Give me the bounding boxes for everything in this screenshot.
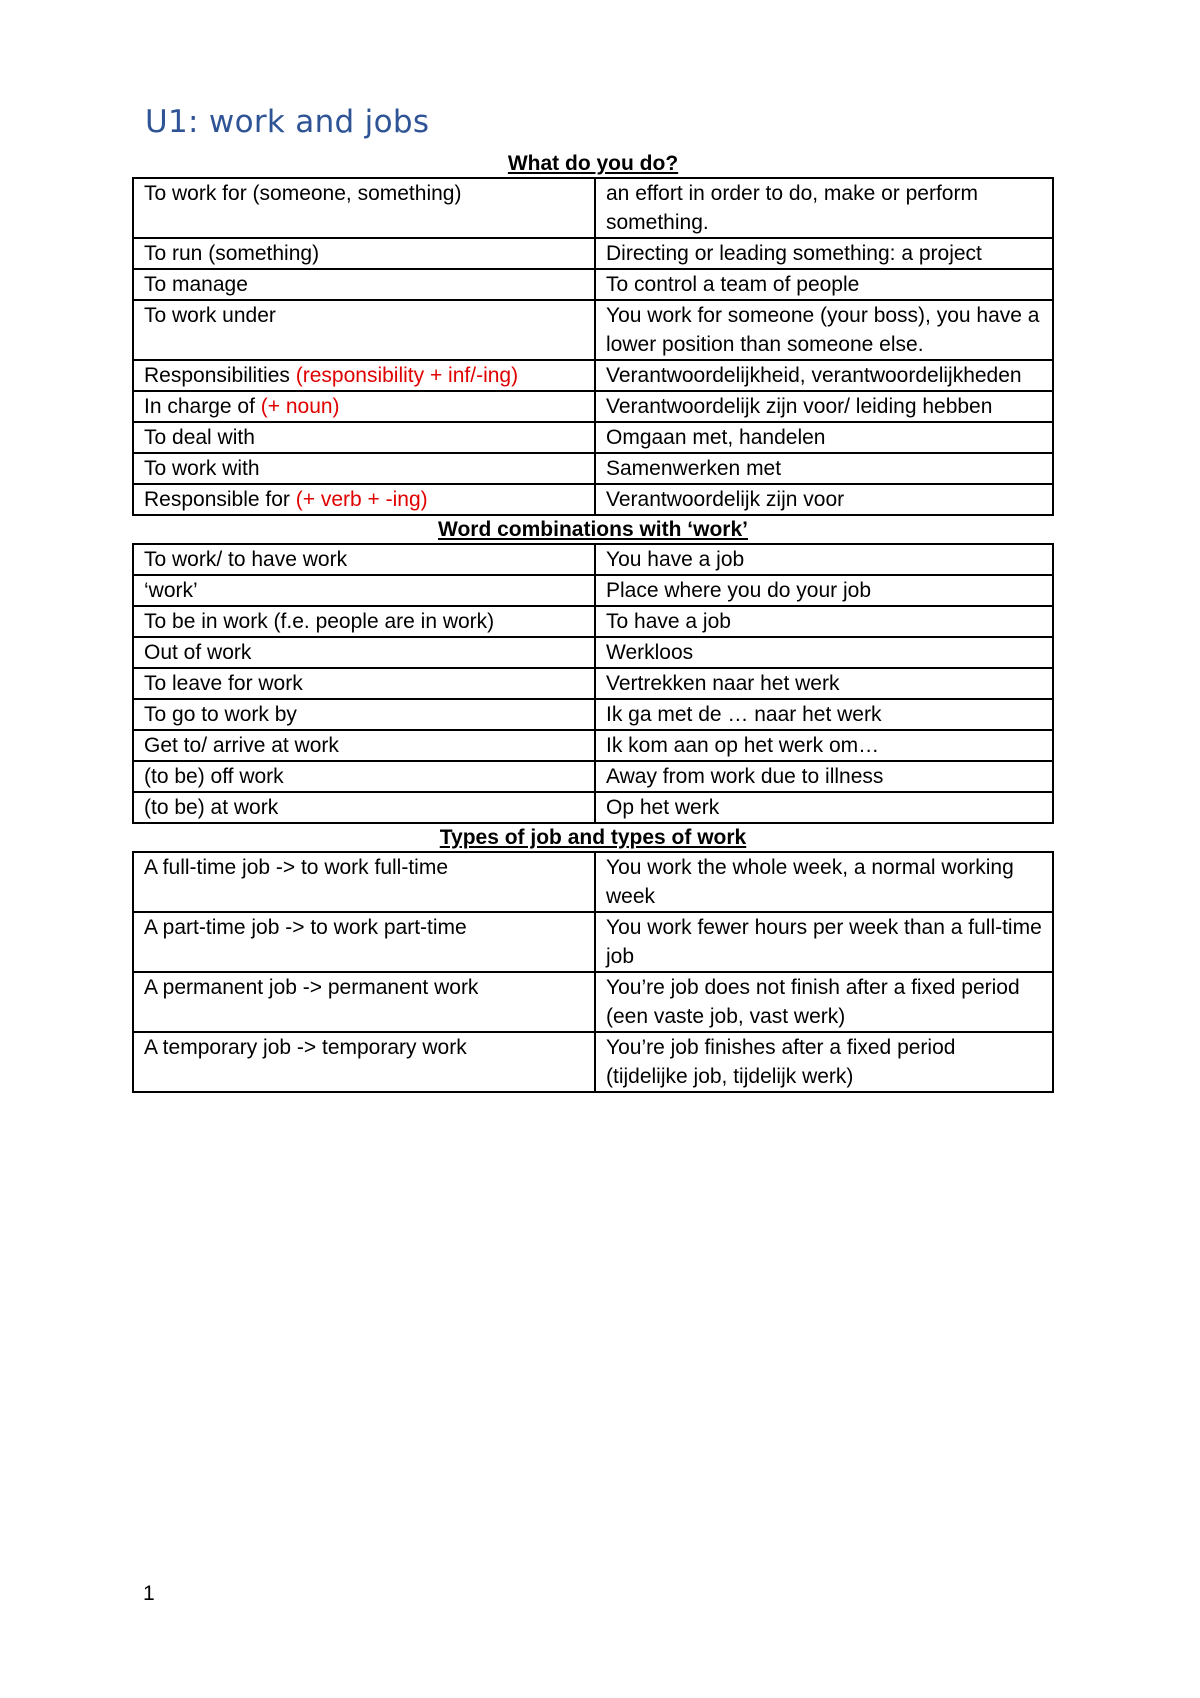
vocab-table	[132, 851, 1054, 1093]
page-title: U1: work and jobs	[145, 104, 430, 140]
table-row	[133, 912, 1053, 972]
term-cell: To work under	[133, 300, 595, 360]
term-cell: Responsibilities (responsibility + inf/-ing)	[133, 360, 595, 391]
table-row	[133, 852, 1053, 912]
grammar-note: (+ verb + -ing)	[295, 488, 428, 511]
table-row	[133, 792, 1053, 823]
term-cell: (to be) off work	[133, 761, 595, 792]
meaning-cell: Ik ga met de … naar het werk	[595, 699, 1053, 730]
table-row	[133, 178, 1053, 238]
table-row	[133, 668, 1053, 699]
term-cell: To work for (someone, something)	[133, 178, 595, 238]
table-row	[133, 391, 1053, 422]
meaning-cell: Werkloos	[595, 637, 1053, 668]
meaning-cell: You work the whole week, a normal working week	[595, 852, 1053, 912]
meaning-cell: To have a job	[595, 606, 1053, 637]
vocab-table	[132, 543, 1054, 824]
meaning-cell: You’re job finishes after a fixed period (tijdelijke job, tijdelijk werk)	[595, 1032, 1053, 1092]
term-cell: (to be) at work	[133, 792, 595, 823]
meaning-cell: Place where you do your job	[595, 575, 1053, 606]
meaning-cell: You work for someone (your boss), you have a lower position than someone else.	[595, 300, 1053, 360]
term-cell: Get to/ arrive at work	[133, 730, 595, 761]
section-heading: What do you do?	[507, 152, 679, 175]
meaning-cell: To control a team of people	[595, 269, 1053, 300]
table-row	[133, 606, 1053, 637]
term-cell: To leave for work	[133, 668, 595, 699]
vocab-table	[132, 177, 1054, 516]
term-cell: To work/ to have work	[133, 544, 595, 575]
term-cell: Responsible for (+ verb + -ing)	[133, 484, 595, 515]
table-row	[133, 544, 1053, 575]
table-row	[133, 422, 1053, 453]
meaning-cell: Omgaan met, handelen	[595, 422, 1053, 453]
meaning-cell: You’re job does not finish after a fixed period (een vaste job, vast werk)	[595, 972, 1053, 1032]
meaning-cell: Verantwoordelijkheid, verantwoordelijkheden	[595, 360, 1053, 391]
table-row	[133, 637, 1053, 668]
term-cell: To work with	[133, 453, 595, 484]
term-cell: To deal with	[133, 422, 595, 453]
table-row	[133, 972, 1053, 1032]
term-cell: ‘work’	[133, 575, 595, 606]
grammar-note: (responsibility + inf/-ing)	[295, 364, 519, 387]
table-row	[133, 360, 1053, 391]
meaning-cell: Verantwoordelijk zijn voor/ leiding hebben	[595, 391, 1053, 422]
section-heading: Word combinations with ‘work’	[438, 518, 748, 541]
term-cell: A part-time job -> to work part-time	[133, 912, 595, 972]
table-row	[133, 269, 1053, 300]
table-row	[133, 238, 1053, 269]
meaning-cell: Verantwoordelijk zijn voor	[595, 484, 1053, 515]
term-cell: Out of work	[133, 637, 595, 668]
term-cell: In charge of (+ noun)	[133, 391, 595, 422]
table-row	[133, 484, 1053, 515]
term-cell: To go to work by	[133, 699, 595, 730]
table-row	[133, 453, 1053, 484]
table-row	[133, 575, 1053, 606]
term-cell: To be in work (f.e. people are in work)	[133, 606, 595, 637]
meaning-cell: You have a job	[595, 544, 1053, 575]
term-cell: To manage	[133, 269, 595, 300]
table-row	[133, 730, 1053, 761]
meaning-cell: Samenwerken met	[595, 453, 1053, 484]
page-number: 1	[143, 1582, 155, 1605]
term-cell: A temporary job -> temporary work	[133, 1032, 595, 1092]
table-row	[133, 699, 1053, 730]
meaning-cell: Vertrekken naar het werk	[595, 668, 1053, 699]
table-row	[133, 761, 1053, 792]
meaning-cell: Away from work due to illness	[595, 761, 1053, 792]
meaning-cell: Ik kom aan op het werk om…	[595, 730, 1053, 761]
table-row	[133, 1032, 1053, 1092]
document-body	[132, 150, 1054, 1093]
table-row	[133, 300, 1053, 360]
meaning-cell: Directing or leading something: a project	[595, 238, 1053, 269]
meaning-cell: an effort in order to do, make or perform something.	[595, 178, 1053, 238]
term-cell: A permanent job -> permanent work	[133, 972, 595, 1032]
meaning-cell: You work fewer hours per week than a full-time job	[595, 912, 1053, 972]
section-heading: Types of job and types of work	[439, 826, 747, 849]
term-cell: To run (something)	[133, 238, 595, 269]
term-cell: A full-time job -> to work full-time	[133, 852, 595, 912]
meaning-cell: Op het werk	[595, 792, 1053, 823]
grammar-note: (+ noun)	[260, 395, 340, 418]
